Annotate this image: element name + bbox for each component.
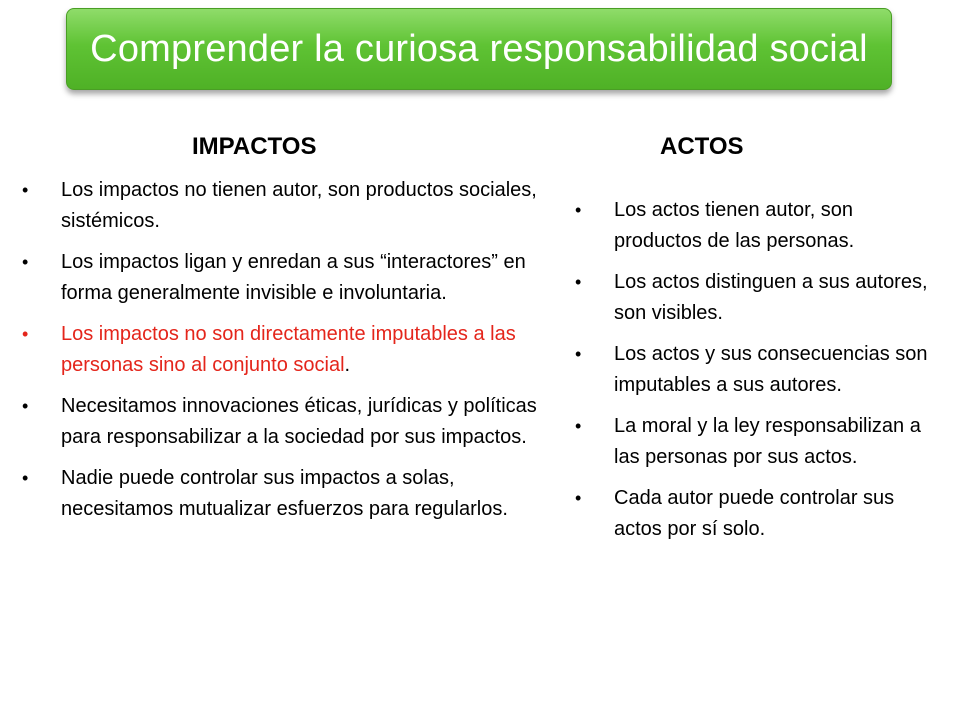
bullet-icon: • [22, 324, 29, 344]
bullet-icon: • [22, 468, 29, 488]
list-item-text: Los actos distinguen a sus autores, son visibles. [614, 271, 928, 324]
list-item-text: Los impactos no tienen autor, son productos sociales, sistémicos. [61, 179, 537, 232]
list-item-text: Cada autor puede controlar sus actos por sí solo. [614, 487, 895, 540]
list-item-text: Necesitamos innovaciones éticas, jurídicas y políticas para responsabilizar a la sociedad por sus impactos. [61, 395, 537, 448]
title-banner [66, 8, 892, 90]
list-item [575, 483, 945, 545]
bullet-icon: • [575, 272, 582, 292]
bullet-icon: • [22, 252, 29, 272]
list-item [22, 247, 562, 309]
impactos-heading: IMPACTOS [192, 133, 317, 160]
bullet-icon: • [575, 488, 582, 508]
list-item-text: Nadie puede controlar sus impactos a solas, necesitamos mutualizar esfuerzos para regularlos. [61, 467, 508, 520]
list-item-text: Los actos y sus consecuencias son imputables a sus autores. [614, 343, 928, 396]
bullet-icon: • [575, 200, 582, 220]
bullet-icon: • [575, 344, 582, 364]
list-item [22, 463, 562, 525]
list-item-text-highlighted: Los impactos no son directamente imputables a las personas sino al conjunto social [61, 323, 516, 376]
list-item [575, 411, 945, 473]
list-item [575, 267, 945, 329]
list-item-suffix: . [344, 354, 351, 376]
list-item [22, 319, 562, 381]
page-title: Comprender la curiosa responsabilidad social [90, 27, 868, 70]
list-item [575, 195, 945, 257]
list-item [22, 175, 562, 237]
list-item-text: La moral y la ley responsabilizan a las personas por sus actos. [614, 415, 921, 468]
list-item-text: Los impactos ligan y enredan a sus “interactores” en forma generalmente invisible e involuntaria. [61, 251, 526, 304]
bullet-icon: • [22, 396, 29, 416]
actos-list [575, 195, 945, 555]
actos-heading: ACTOS [660, 133, 744, 160]
list-item [575, 339, 945, 401]
impactos-list [22, 175, 562, 535]
list-item-text: Los actos tienen autor, son productos de las personas. [614, 199, 855, 252]
list-item [22, 391, 562, 453]
bullet-icon: • [22, 180, 29, 200]
bullet-icon: • [575, 416, 582, 436]
